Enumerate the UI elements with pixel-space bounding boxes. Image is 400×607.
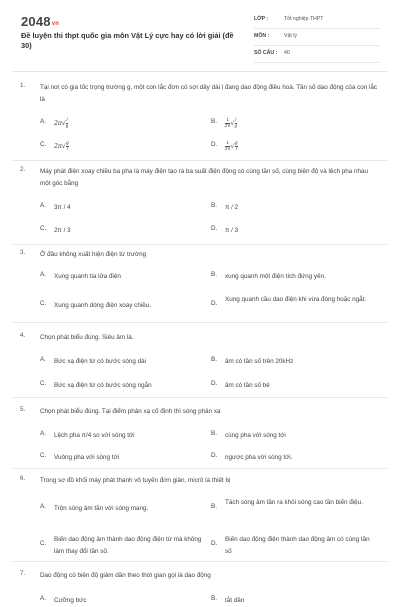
option-text: Biến dao động điện thành dao động âm có cùng tần số <box>225 536 370 555</box>
option-letter: A. <box>40 202 46 209</box>
question-number: 2. <box>20 166 26 173</box>
option-text: Trộn sóng âm tần với sóng mang. <box>54 505 149 512</box>
question-text: Trong sơ đồ khối máy phát thanh vô tuyến đơn giản, micrô là thiết bị <box>40 477 231 484</box>
option-letter: B. <box>211 503 217 510</box>
option-text: Tách sóng âm tần ra khỏi sóng cao tần biến điệu. <box>225 499 363 506</box>
option-letter: B. <box>211 271 217 278</box>
option-text: π / 2 <box>225 204 239 211</box>
option-letter: B. <box>211 430 217 437</box>
meta-value: Tốt nghiệp THPT <box>284 16 324 22</box>
question-number: 6. <box>20 475 26 482</box>
option-letter: A. <box>40 430 46 437</box>
option-text: xung quanh một điện tích đứng yên. <box>225 273 326 280</box>
option-letter: D. <box>211 540 218 547</box>
option-text: Lệch pha π/4 so với sóng tới <box>54 432 135 439</box>
question-number: 3. <box>20 249 26 256</box>
option-text: âm có tần số trên 20kHz <box>225 358 294 365</box>
option-text: Bức xạ điện từ có bước sóng ngắn <box>54 382 152 389</box>
question-text: Chọn phát biểu đúng. Tại điểm phản xạ cố định thì sóng phản xạ <box>40 408 221 415</box>
meta-label: SỐ CÂU : <box>254 50 278 56</box>
question-divider <box>13 244 387 245</box>
option-text: Xung quanh dòng điện xoay chiều. <box>54 302 151 309</box>
question-text: Dao động có biên độ giảm dần theo thời gian gọi là dao động <box>40 572 211 579</box>
option-text: cùng pha với sóng tới <box>225 432 286 439</box>
option-letter: A. <box>40 503 46 510</box>
option-text: 2π / 3 <box>54 227 71 234</box>
question-number: 4. <box>20 332 26 339</box>
meta-label: LỚP : <box>254 16 269 22</box>
option-letter: D. <box>211 300 218 307</box>
option-letter: C. <box>40 141 47 148</box>
question-text: Máy phát điện xoay chiều ba pha là máy điện tạo ra ba suất điện động có cùng tần số, cùng biên độ và lệch pha nhau một góc bằng <box>40 168 369 187</box>
option-letter: A. <box>40 271 46 278</box>
question-number: 7. <box>20 570 26 577</box>
option-text: 3π / 4 <box>54 204 71 211</box>
question-divider <box>13 160 387 161</box>
option-letter: B. <box>211 595 217 602</box>
question-text: Chọn phát biểu đúng. Siêu âm là. <box>40 334 134 341</box>
option-letter: D. <box>211 452 218 459</box>
option-text: $\frac{1}{2\pi}$ √ $\frac{g}{l}$ <box>225 140 238 151</box>
option-letter: C. <box>40 540 47 547</box>
question-number: 5. <box>20 406 26 413</box>
option-text: Xung quanh cầu dao điện khi vừa đóng hoặc ngắt. <box>225 296 367 303</box>
option-text: Vuông pha với sóng tới <box>54 454 120 461</box>
option-letter: A. <box>40 118 46 125</box>
option-text: ngược pha với sóng tới. <box>225 454 293 461</box>
question-text: Tại nơi có gia tốc trọng trường g, một con lắc đơn có sợi dây dài l đang dao động điều hoà. Tần số dao động của con lắc là <box>40 84 378 103</box>
option-letter: A. <box>40 595 46 602</box>
site-logo[interactable]: 2048vn <box>21 14 60 29</box>
option-letter: B. <box>211 356 217 363</box>
question-number: 1. <box>20 82 26 89</box>
meta-label: MÔN : <box>254 33 270 39</box>
option-letter: B. <box>211 202 217 209</box>
question-divider <box>13 322 387 323</box>
option-text: Xung quanh tia lửa điện <box>54 273 121 280</box>
option-text: tắt dần <box>225 597 245 604</box>
option-letter: D. <box>211 225 218 232</box>
question-text: Ở đâu không xuất hiện điện từ trường <box>40 251 147 258</box>
option-letter: C. <box>40 380 47 387</box>
option-letter: D. <box>211 380 218 387</box>
option-letter: B. <box>211 118 217 125</box>
option-letter: D. <box>211 141 218 148</box>
meta-value: Vật lý <box>284 33 297 39</box>
option-text: Bức xạ điện từ có bước sóng dài <box>54 358 147 365</box>
question-divider <box>13 397 387 398</box>
option-letter: C. <box>40 300 47 307</box>
option-letter: C. <box>40 225 47 232</box>
document-title: Đề luyện thi thpt quốc gia môn Vật Lý cực hay có lời giải (đề 30) <box>21 31 234 50</box>
option-text: 2π√ $\frac{l}{g}$ <box>54 117 69 128</box>
meta-value: 40 <box>284 50 290 56</box>
option-text: âm có tần số bé <box>225 382 270 389</box>
question-divider <box>13 561 387 562</box>
option-letter: C. <box>40 452 47 459</box>
option-text: $\frac{1}{2\pi}$ √ $\frac{l}{g}$ <box>225 117 237 128</box>
question-divider <box>13 468 387 469</box>
option-text: Cưỡng bức <box>54 597 87 604</box>
option-text: Biến dao động âm thành dao động điện từ mà không làm thay đổi tần số. <box>54 536 202 555</box>
option-letter: A. <box>40 356 46 363</box>
option-text: 2π√ $\frac{g}{l}$ <box>54 140 69 151</box>
option-text: π / 3 <box>225 227 239 234</box>
